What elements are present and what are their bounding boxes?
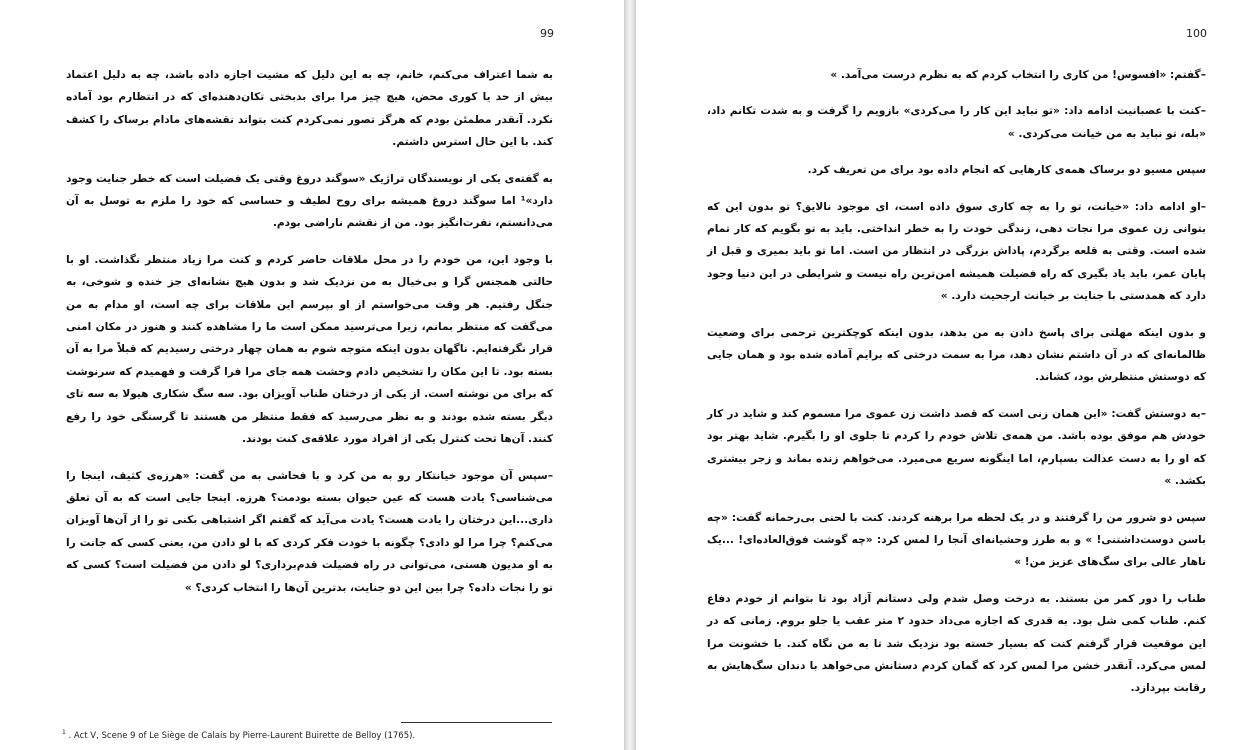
paragraph: سپس مسیو دو برساک همه‌ی کارهایی که انجام داده بود برای من تعریف کرد. — [807, 164, 1206, 177]
page-number: 99 — [540, 27, 554, 40]
paragraph: –به دوستش گفت: «این همان زنی است که قصد داشت زن عموی مرا مسموم کند و شاید در کار خودش هم موفق بوده باشد. من همه‌ی تلاش خودم را کردم تا جلوی او را بگیرم. شاید بهتر بود که او را به دست عدالت بسپارم، اما اینگونه سریع می‌میرد. می‌خواهم زنده بماند و زجر بیشتری بکشد. » — [707, 407, 1206, 488]
left-page — [0, 0, 624, 750]
footnote-marker: 1 — [62, 729, 66, 736]
paragraph: –او ادامه داد: «خیانت، تو را به چه کاری سوق داده است، ای موجود نالایق؟ تو بدون این که بتوانی زن عموی مرا نجات دهی، زندگی خودت را به خطر انداختی. باید به تو بگویم که کار تمام شده است. وقتی به قلعه برگردم، پاداش بزرگی در انتظار من است. اما تو باید بمیری و قبل از پایان عمر، باید یاد بگیری که راه فضیلت همیشه امن‌ترین راه نیست و شرایطی در این دنیا وجود دارد که همدستی با جنایت بر خیانت ارجحیت دارد. » — [707, 200, 1206, 303]
page-number: 100 — [1186, 27, 1207, 40]
paragraph: به گفته‌ی یکی از نویسندگان تراژیک «سوگند دروغ وقتی یک فضیلت است که خطر جنایت وجود دارد»¹ اما سوگند دروغ همیشه برای روح لطیف و حساسی که خود را ملزم به توسل به آن می‌دانستم، نفرت‌انگیز بود. من از نقشم ناراضی بودم. — [66, 172, 553, 230]
paragraph: –کنت با عصبانیت ادامه داد: «تو نباید این کار را می‌کردی» بازویم را گرفت و به شدت تکانم داد، «بله، تو نباید به من خیانت می‌کردی. » — [707, 105, 1206, 140]
page-text — [66, 64, 553, 613]
paragraph: –سپس آن موجود خیانتکار رو به من کرد و با فحاشی به من گفت: «هرزه‌ی کثیف، اینجا را می‌شناسی؟ یادت هست که عین حیوان بسته بودمت؟ هرزه. اینجا جایی است که به آن تعلق داری...این درختان را یادت هست؟ یادت می‌آید که گفتم اگر اشتباهی بکنی تو را از آن‌ها آویزان می‌کنم؟ چرا مرا لو دادی؟ چگونه با خودت فکر کردی که با لو دادن من، یعنی کسی که جانت را به او مدیون هستی، می‌توانی در راه فضیلت قدم‌برداری؟ لو دادن من فضیلت است؟ کسی که تو را نجات داده؟ چرا بین این دو جنایت، بدترین آن‌ها را انتخاب کردی؟ » — [66, 469, 553, 594]
right-page — [636, 0, 1256, 750]
paragraph: –گفتم: «افسوس! من کاری را انتخاب کردم که به نظرم درست می‌آمد. » — [830, 69, 1206, 81]
paragraph: و بدون اینکه مهلتی برای پاسخ دادن به من بدهد، بدون اینکه کوچکترین ترحمی برای وضعیت ظالمانه‌ای که در آن داشتم نشان دهد، مرا به سمت درختی که برایم آماده شده بود و همان جایی که دوستش منتظرش بود، کشاند. — [707, 326, 1206, 384]
paragraph: با وجود این، من خودم را در محل ملاقات حاضر کردم و کنت مرا زیاد منتظر نگذاشت. او با حالتی همجنس گرا و بی‌خیال به من نزدیک شد و بدون هیچ نشانه‌ای جز خنده و شوخی، به جنگل رفتیم. هر وقت می‌خواستم از او بپرسم این ملاقات برای چه است، او مدام به من می‌گفت که منتظر بمانم، زیرا می‌ترسید ممکن است ما را مشاهده کنند و هنوز در مکان امنی قرار نگرفته‌ایم. ناگهان بدون اینکه متوجه شوم به همان چهار درختی رسیدیم که قبلاً مرا به آن بسته بود. تا این مکان را تشخیص دادم وحشت همه جای مرا فرا گرفت و فهمیدم که سرنوشت که برای من نوشته است. از یکی از درختان طناب آویزان بود. سه سگ شکاری هیولا به سه تای دیگر بسته شده بودند و به نظر می‌رسید که فقط منتظر من هستند تا گرسنگی خود را رفع کنند. آن‌ها تحت کنترل یکی از افراد مورد علاقه‌ی کنت بودند. — [66, 253, 553, 446]
footnote — [62, 729, 415, 741]
paragraph: سپس دو شرور من را گرفتند و در یک لحظه مرا برهنه کردند. کنت با لحنی بی‌رحمانه گفت: «چه باسن دوست‌داشتنی! » و به طرز وحشیانه‌ای آنجا را لمس کرد: «چه گوشت فوق‌العاده‌ای! ...یک ناهار عالی برای سگ‌های عزیز من! » — [707, 511, 1206, 569]
paragraph: طناب را دور کمر من بستند. به درخت وصل شدم ولی دستانم آزاد بود تا بتوانم از خودم دفاع کنم. طناب کمی شل بود. به قدری که اجازه می‌داد حدود ۲ متر عقب یا جلو بروم. زمانی که در این موقعیت قرار گرفتم کنت که بسیار خسته بود نزدیک شد تا به من نگاه کند. با خشونت مرا لمس می‌کرد. آنقدر خشن مرا لمس کرد که گمان کردم دستانش می‌خواهد با دندان سگ‌هایش به رقابت بپردازد. — [707, 592, 1206, 695]
paragraph: به شما اعتراف می‌کنم، خانم، چه به این دلیل که مشیت اجازه داده باشد، چه به دلیل اعتماد بیش از حد یا کوری محض، هیچ چیز مرا برای بدبختی تکان‌دهنده‌ای که در انتظارم بود آماده نکرد. آنقدر مطمئن بودم که هرگز تصور نمی‌کردم کنت بتواند نقشه‌های مادام برساک را کشف کند. با این حال استرس داشتم. — [66, 69, 553, 149]
page-text — [707, 64, 1206, 714]
page-gutter — [624, 0, 636, 750]
footnote-text: . Act V, Scene 9 of Le Siège de Calais by Pierre-Laurent Buirette de Belloy (1765). — [68, 730, 416, 741]
footnote-divider — [401, 722, 552, 723]
